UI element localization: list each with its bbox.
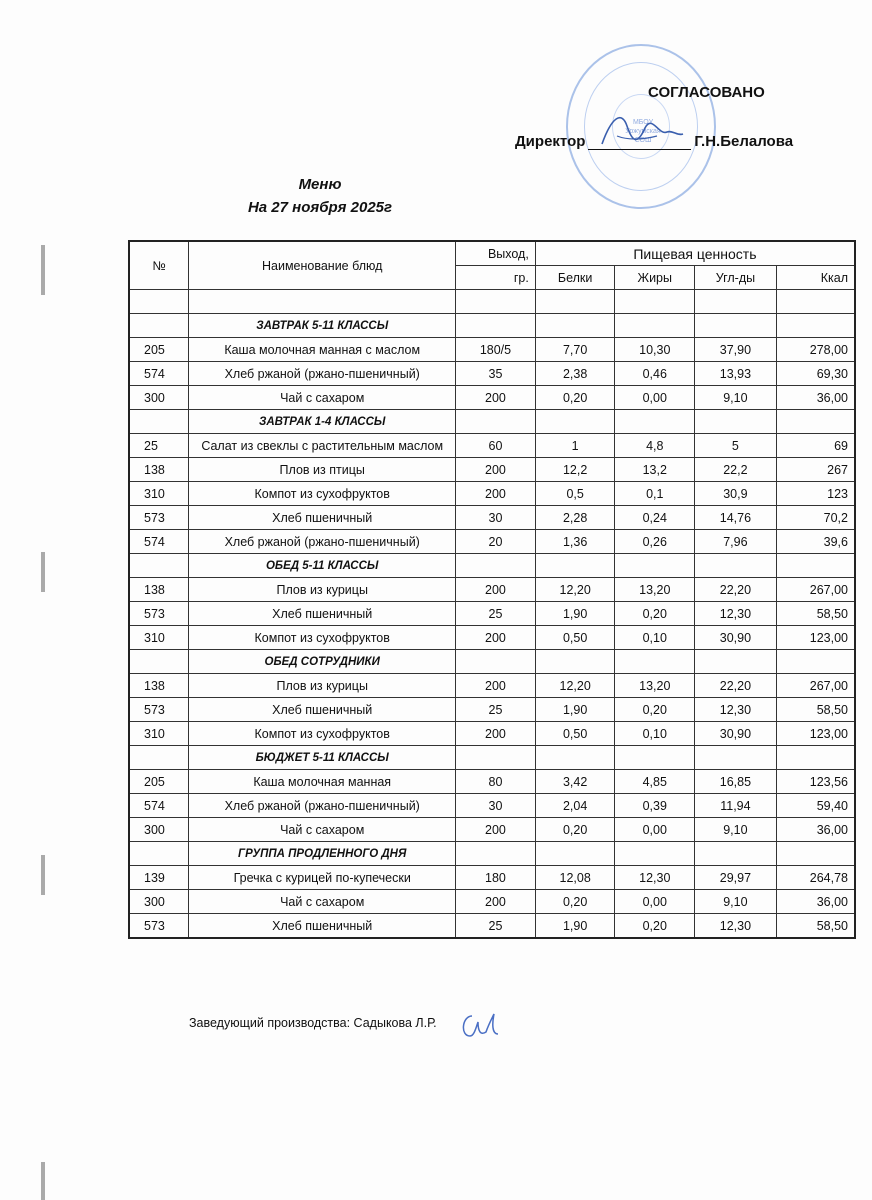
- dish-fat: 0,26: [615, 530, 695, 554]
- table-row: [129, 434, 855, 458]
- col-header-nutrition: Пищевая ценность: [535, 241, 855, 266]
- table-row: [129, 338, 855, 362]
- dish-carbs: 30,90: [695, 722, 777, 746]
- table-row: [129, 722, 855, 746]
- section-title: БЮДЖЕТ 5-11 КЛАССЫ: [189, 746, 456, 770]
- dish-name: Каша молочная манная: [189, 770, 456, 794]
- dish-name: Хлеб пшеничный: [189, 506, 456, 530]
- stamp-text: МБОУ Уржумская СОШ: [625, 119, 661, 144]
- dish-yield: 200: [456, 818, 536, 842]
- dish-fat: 12,30: [615, 866, 695, 890]
- section-title: ОБЕД 5-11 КЛАССЫ: [189, 554, 456, 578]
- dish-kcal: 69,30: [776, 362, 855, 386]
- dish-yield: 200: [456, 482, 536, 506]
- dish-number: 300: [129, 818, 189, 842]
- dish-kcal: 267,00: [776, 578, 855, 602]
- table-row: [129, 626, 855, 650]
- dish-number: 138: [129, 578, 189, 602]
- dish-protein: 12,20: [535, 674, 615, 698]
- dish-kcal: 264,78: [776, 866, 855, 890]
- col-header-name: Наименование блюд: [189, 241, 456, 290]
- dish-protein: 0,20: [535, 818, 615, 842]
- table-row: [129, 578, 855, 602]
- table-row: [129, 482, 855, 506]
- dish-protein: 3,42: [535, 770, 615, 794]
- dish-carbs: 7,96: [695, 530, 777, 554]
- dish-number: 205: [129, 338, 189, 362]
- dish-number: 138: [129, 458, 189, 482]
- dish-fat: 0,10: [615, 626, 695, 650]
- table-row: [129, 794, 855, 818]
- dish-kcal: 123: [776, 482, 855, 506]
- dish-carbs: 22,20: [695, 674, 777, 698]
- dish-name: Чай с сахаром: [189, 818, 456, 842]
- table-row: [129, 458, 855, 482]
- menu-table: [128, 240, 856, 939]
- table-row: [129, 914, 855, 939]
- dish-number: 310: [129, 482, 189, 506]
- spacer-row: [129, 290, 855, 314]
- dish-fat: 4,85: [615, 770, 695, 794]
- dish-number: 573: [129, 602, 189, 626]
- dish-fat: 0,00: [615, 386, 695, 410]
- dish-yield: 80: [456, 770, 536, 794]
- dish-name: Хлеб пшеничный: [189, 602, 456, 626]
- dish-name: Плов из птицы: [189, 458, 456, 482]
- dish-number: 139: [129, 866, 189, 890]
- dish-kcal: 267,00: [776, 674, 855, 698]
- dish-fat: 0,00: [615, 890, 695, 914]
- dish-protein: 12,20: [535, 578, 615, 602]
- dish-protein: 1,90: [535, 914, 615, 939]
- dish-yield: 200: [456, 386, 536, 410]
- dish-kcal: 58,50: [776, 602, 855, 626]
- dish-fat: 13,2: [615, 458, 695, 482]
- approved-label: СОГЛАСОВАНО: [648, 84, 765, 101]
- dish-carbs: 22,20: [695, 578, 777, 602]
- dish-protein: 0,50: [535, 722, 615, 746]
- table-row: [129, 890, 855, 914]
- director-line: [515, 133, 793, 150]
- dish-fat: 0,10: [615, 722, 695, 746]
- dish-carbs: 29,97: [695, 866, 777, 890]
- dish-carbs: 9,10: [695, 386, 777, 410]
- dish-name: Салат из свеклы с растительным маслом: [189, 434, 456, 458]
- dish-carbs: 13,93: [695, 362, 777, 386]
- dish-protein: 1: [535, 434, 615, 458]
- dish-kcal: 36,00: [776, 386, 855, 410]
- signature-line: [588, 135, 691, 150]
- dish-carbs: 16,85: [695, 770, 777, 794]
- dish-protein: 7,70: [535, 338, 615, 362]
- dish-kcal: 69: [776, 434, 855, 458]
- dish-number: 574: [129, 530, 189, 554]
- col-header-yield-unit: гр.: [456, 266, 536, 290]
- dish-kcal: 58,50: [776, 914, 855, 939]
- col-header-yield: Выход,: [456, 241, 536, 266]
- dish-kcal: 123,00: [776, 626, 855, 650]
- dish-name: Хлеб ржаной (ржано-пшеничный): [189, 530, 456, 554]
- dish-name: Хлеб ржаной (ржано-пшеничный): [189, 794, 456, 818]
- table-row: [129, 362, 855, 386]
- dish-number: 300: [129, 890, 189, 914]
- col-header-fat: Жиры: [615, 266, 695, 290]
- section-row: [129, 554, 855, 578]
- dish-yield: 60: [456, 434, 536, 458]
- dish-carbs: 30,90: [695, 626, 777, 650]
- dish-name: Плов из курицы: [189, 578, 456, 602]
- dish-carbs: 5: [695, 434, 777, 458]
- dish-number: 138: [129, 674, 189, 698]
- page-title: Меню: [298, 176, 342, 193]
- dish-kcal: 58,50: [776, 698, 855, 722]
- dish-protein: 0,20: [535, 890, 615, 914]
- dish-fat: 0,39: [615, 794, 695, 818]
- dish-name: Чай с сахаром: [189, 386, 456, 410]
- section-title: ОБЕД СОТРУДНИКИ: [189, 650, 456, 674]
- dish-carbs: 12,30: [695, 602, 777, 626]
- dish-number: 310: [129, 626, 189, 650]
- dish-fat: 0,20: [615, 602, 695, 626]
- dish-fat: 0,20: [615, 914, 695, 939]
- scan-artifact: [41, 552, 45, 592]
- dish-protein: 1,90: [535, 698, 615, 722]
- dish-name: Компот из сухофруктов: [189, 482, 456, 506]
- dish-protein: 0,50: [535, 626, 615, 650]
- section-title: ЗАВТРАК 5-11 КЛАССЫ: [189, 314, 456, 338]
- dish-yield: 30: [456, 794, 536, 818]
- dish-protein: 2,28: [535, 506, 615, 530]
- table-row: [129, 530, 855, 554]
- director-name: Г.Н.Белалова: [694, 133, 794, 150]
- table-row: [129, 506, 855, 530]
- dish-protein: 2,38: [535, 362, 615, 386]
- dish-name: Плов из курицы: [189, 674, 456, 698]
- dish-fat: 0,1: [615, 482, 695, 506]
- dish-name: Чай с сахаром: [189, 890, 456, 914]
- dish-carbs: 9,10: [695, 818, 777, 842]
- dish-yield: 180/5: [456, 338, 536, 362]
- dish-yield: 180: [456, 866, 536, 890]
- dish-fat: 0,20: [615, 698, 695, 722]
- dish-name: Компот из сухофруктов: [189, 722, 456, 746]
- dish-yield: 200: [456, 626, 536, 650]
- dish-carbs: 12,30: [695, 914, 777, 939]
- dish-protein: 12,08: [535, 866, 615, 890]
- dish-protein: 12,2: [535, 458, 615, 482]
- dish-kcal: 59,40: [776, 794, 855, 818]
- section-row: [129, 650, 855, 674]
- section-row: [129, 842, 855, 866]
- dish-kcal: 36,00: [776, 818, 855, 842]
- dish-fat: 0,46: [615, 362, 695, 386]
- dish-yield: 200: [456, 458, 536, 482]
- dish-protein: 1,90: [535, 602, 615, 626]
- dish-fat: 0,00: [615, 818, 695, 842]
- table-row: [129, 674, 855, 698]
- manager-signature: [458, 1008, 504, 1044]
- dish-protein: 0,5: [535, 482, 615, 506]
- dish-protein: 1,36: [535, 530, 615, 554]
- director-label: Директор: [515, 133, 586, 150]
- dish-fat: 10,30: [615, 338, 695, 362]
- scan-artifact: [41, 245, 45, 295]
- dish-yield: 30: [456, 506, 536, 530]
- dish-number: 573: [129, 698, 189, 722]
- dish-fat: 13,20: [615, 578, 695, 602]
- dish-yield: 200: [456, 890, 536, 914]
- col-header-protein: Белки: [535, 266, 615, 290]
- dish-fat: 13,20: [615, 674, 695, 698]
- col-header-carbs: Угл-ды: [695, 266, 777, 290]
- dish-kcal: 39,6: [776, 530, 855, 554]
- dish-yield: 35: [456, 362, 536, 386]
- dish-number: 573: [129, 914, 189, 939]
- dish-kcal: 267: [776, 458, 855, 482]
- dish-number: 574: [129, 794, 189, 818]
- dish-carbs: 30,9: [695, 482, 777, 506]
- dish-yield: 200: [456, 674, 536, 698]
- dish-yield: 200: [456, 578, 536, 602]
- dish-protein: 2,04: [535, 794, 615, 818]
- dish-name: Хлеб пшеничный: [189, 914, 456, 939]
- footer-signoff: Заведующий производства: Садыкова Л.Р.: [189, 1016, 437, 1030]
- table-row: [129, 386, 855, 410]
- dish-kcal: 278,00: [776, 338, 855, 362]
- dish-name: Каша молочная манная с маслом: [189, 338, 456, 362]
- dish-protein: 0,20: [535, 386, 615, 410]
- section-row: [129, 746, 855, 770]
- dish-number: 300: [129, 386, 189, 410]
- dish-number: 25: [129, 434, 189, 458]
- dish-kcal: 123,00: [776, 722, 855, 746]
- dish-yield: 200: [456, 722, 536, 746]
- dish-carbs: 14,76: [695, 506, 777, 530]
- dish-yield: 20: [456, 530, 536, 554]
- dish-kcal: 70,2: [776, 506, 855, 530]
- menu-date: На 27 ноября 2025г: [247, 199, 393, 216]
- dish-name: Гречка с курицей по-купечески: [189, 866, 456, 890]
- dish-carbs: 22,2: [695, 458, 777, 482]
- table-row: [129, 602, 855, 626]
- header-row: [129, 241, 855, 266]
- dish-yield: 25: [456, 914, 536, 939]
- section-row: [129, 410, 855, 434]
- scan-artifact: [41, 1162, 45, 1200]
- dish-fat: 0,24: [615, 506, 695, 530]
- table-row: [129, 818, 855, 842]
- table-row: [129, 770, 855, 794]
- section-title: ГРУППА ПРОДЛЕННОГО ДНЯ: [189, 842, 456, 866]
- dish-carbs: 11,94: [695, 794, 777, 818]
- dish-carbs: 9,10: [695, 890, 777, 914]
- scan-artifact: [41, 855, 45, 895]
- section-row: [129, 314, 855, 338]
- dish-fat: 4,8: [615, 434, 695, 458]
- dish-name: Хлеб ржаной (ржано-пшеничный): [189, 362, 456, 386]
- dish-yield: 25: [456, 698, 536, 722]
- section-title: ЗАВТРАК 1-4 КЛАССЫ: [189, 410, 456, 434]
- dish-number: 205: [129, 770, 189, 794]
- dish-number: 574: [129, 362, 189, 386]
- dish-yield: 25: [456, 602, 536, 626]
- dish-number: 310: [129, 722, 189, 746]
- dish-kcal: 123,56: [776, 770, 855, 794]
- dish-carbs: 12,30: [695, 698, 777, 722]
- dish-carbs: 37,90: [695, 338, 777, 362]
- dish-name: Компот из сухофруктов: [189, 626, 456, 650]
- table-row: [129, 866, 855, 890]
- col-header-kcal: Ккал: [776, 266, 855, 290]
- dish-number: 573: [129, 506, 189, 530]
- dish-kcal: 36,00: [776, 890, 855, 914]
- table-row: [129, 698, 855, 722]
- dish-name: Хлеб пшеничный: [189, 698, 456, 722]
- col-header-num: №: [129, 241, 189, 290]
